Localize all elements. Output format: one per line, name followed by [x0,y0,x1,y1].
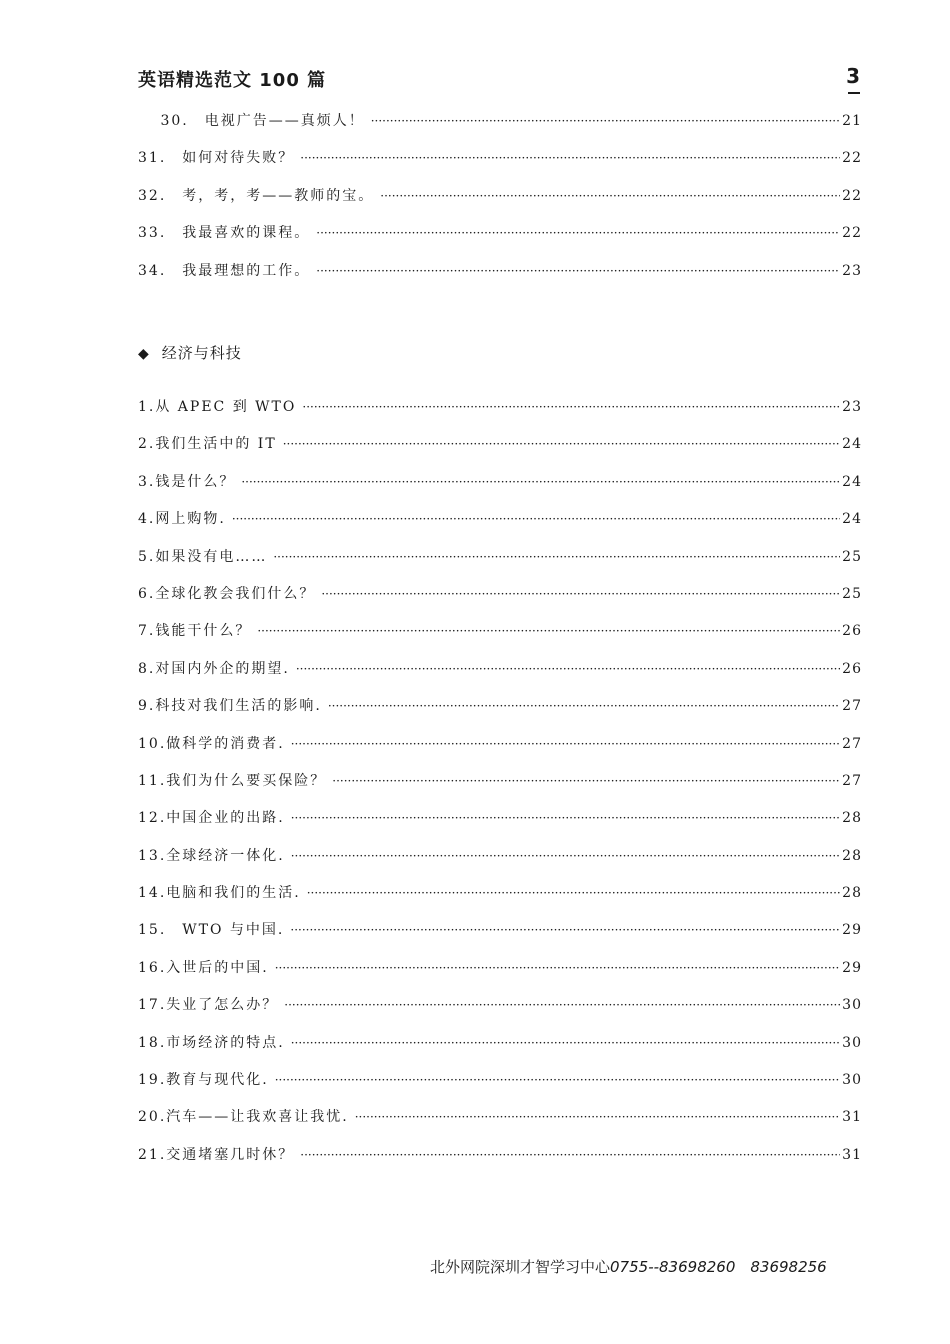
toc-entry-page: 22 [842,150,862,167]
dot-leader [284,998,840,1012]
toc-entry [138,882,862,919]
toc-entry-title: 9.科技对我们生活的影响. [138,698,322,715]
toc-entry-page: 29 [842,922,862,939]
toc-entry-page: 28 [842,847,862,864]
book-title: 英语精选范文 100 篇 [138,70,327,91]
toc-entry-page: 27 [842,772,862,789]
dot-leader [291,849,840,863]
toc-entry-title: 1.从 APEC 到 WTO [138,399,297,415]
dot-leader [328,699,840,713]
toc-entry-title: 31. 如何对待失败？ [138,150,295,167]
toc-entry-title: 2.我们生活中的 IT [138,436,277,453]
footer-organization: 北外网院深圳才智学习中心 [430,1258,611,1276]
toc-entry [138,396,862,433]
toc-list-part2 [138,396,862,1181]
toc-entry [138,919,862,956]
section-heading [138,342,242,363]
toc-entry-page: 27 [842,735,862,752]
footer-phone: 0755--83698260 83698256 [610,1258,827,1276]
toc-entry-title: 16.入世后的中国. [138,959,269,976]
toc-entry-title: 10.做科学的消费者. [138,735,285,752]
dot-leader [291,1036,840,1050]
toc-entry [138,957,862,994]
toc-entry-title: 34. 我最理想的工作。 [138,262,311,279]
toc-list-part1 [138,110,862,297]
dot-leader [316,264,840,278]
page-header [138,64,862,104]
toc-entry-title: 20.汽车——让我欢喜让我忧. [138,1109,349,1126]
toc-entry-page: 21 [842,113,862,129]
toc-entry [138,807,862,844]
dot-leader [307,886,840,900]
dot-leader [316,226,840,240]
toc-entry [138,1144,862,1181]
toc-entry [138,620,862,657]
toc-entry [138,260,862,297]
toc-entry [138,508,862,545]
dot-leader [380,189,840,203]
toc-entry-title: 21.交通堵塞几时休？ [138,1146,295,1163]
toc-entry-page: 30 [842,1072,862,1089]
dot-leader [296,662,840,676]
toc-entry-page: 25 [842,548,862,565]
toc-entry-page: 30 [842,997,862,1014]
toc-entry-title: 12.中国企业的出路. [138,810,285,827]
toc-entry [138,695,862,732]
dot-leader [291,811,840,825]
toc-entry-title: 14.电脑和我们的生活. [138,885,301,902]
toc-entry [138,994,862,1031]
dot-leader [355,1110,840,1124]
dot-leader [257,624,840,638]
toc-entry-page: 23 [842,262,862,279]
toc-entry-title: 15. WTO 与中国. [138,922,285,939]
toc-entry-title: 6.全球化教会我们什么？ [138,585,316,602]
dot-leader [275,961,840,975]
toc-entry-page: 26 [842,660,862,677]
toc-entry-page: 25 [842,585,862,602]
dot-leader [283,437,840,451]
dot-leader [302,400,840,414]
toc-entry-title: 18.市场经济的特点. [138,1034,285,1051]
toc-entry-page: 28 [842,885,862,902]
toc-entry-title: 11.我们为什么要买保险？ [138,772,327,789]
toc-entry [138,1032,862,1069]
toc-entry-page: 26 [842,623,862,640]
dot-leader [371,114,840,128]
toc-entry-page: 28 [842,810,862,827]
dot-leader [300,1148,840,1162]
dot-leader [321,587,840,601]
dot-leader [275,1073,840,1087]
toc-entry [138,733,862,770]
page-number: 3 [846,64,860,88]
toc-entry-title: 17.失业了怎么办？ [138,997,279,1014]
toc-entry [138,185,862,222]
dot-leader [232,512,840,526]
toc-entry [138,471,862,508]
toc-entry [138,845,862,882]
toc-entry-title: 19.教育与现代化. [138,1072,269,1089]
dot-leader [332,774,840,788]
dot-leader [273,550,840,564]
toc-entry-page: 31 [842,1146,862,1163]
toc-entry [138,770,862,807]
toc-entry-title: 7.钱能干什么？ [138,623,252,640]
toc-entry-page: 27 [842,698,862,715]
toc-entry-title: 32. 考，考，考——教师的宝。 [138,187,375,204]
dot-leader [291,737,840,751]
dot-leader [290,923,840,937]
toc-entry-title: 8.对国内外企的期望. [138,660,290,677]
toc-entry [138,222,862,259]
page-number-underline [848,92,860,94]
diamond-bullet-icon: ◆ [138,346,150,362]
toc-entry-page: 24 [842,436,862,453]
toc-entry-title: 33. 我最喜欢的课程。 [138,225,311,242]
toc-entry-page: 22 [842,187,862,204]
toc-entry-page: 31 [842,1109,862,1126]
toc-entry-title: 13.全球经济一体化. [138,847,285,864]
toc-entry [138,1069,862,1106]
dot-leader [300,151,840,165]
page-footer [430,1256,827,1277]
toc-entry-page: 24 [842,473,862,490]
toc-entry-page: 22 [842,225,862,242]
toc-entry [138,433,862,470]
toc-entry-title: 4.网上购物. [138,511,226,528]
toc-entry [138,147,862,184]
toc-entry-page: 23 [842,399,862,415]
toc-entry-title: 30. 电视广告——真烦人！ [138,113,365,129]
toc-entry-title: 3.钱是什么？ [138,473,236,490]
toc-entry [138,1106,862,1143]
toc-entry [138,546,862,583]
toc-entry-page: 24 [842,511,862,528]
toc-entry [138,110,862,147]
toc-entry-page: 30 [842,1034,862,1051]
section-title: 经济与科技 [161,344,242,362]
toc-entry-title: 5.如果没有电…… [138,548,268,565]
toc-entry [138,583,862,620]
toc-entry-page: 29 [842,959,862,976]
toc-entry [138,658,862,695]
dot-leader [241,475,840,489]
